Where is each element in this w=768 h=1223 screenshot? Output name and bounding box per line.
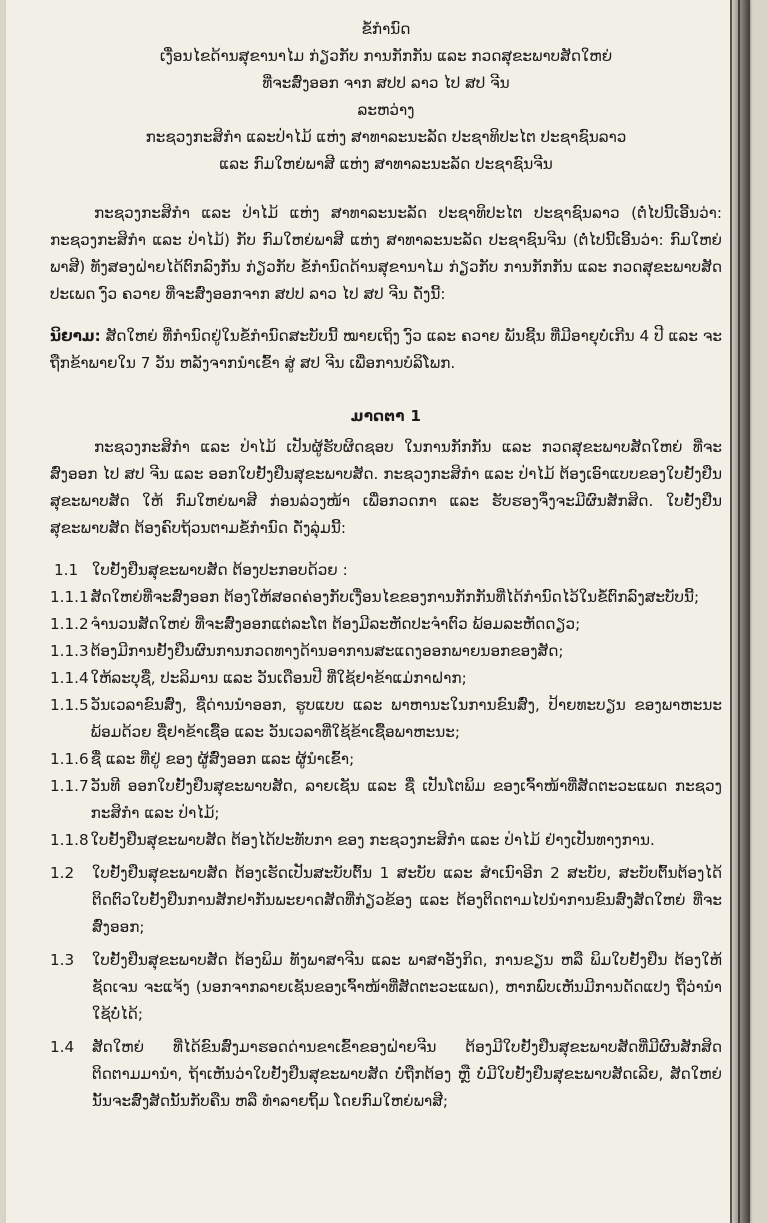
article-item: [50, 947, 722, 1028]
title-line: ແລະ ກົມໃຫຍ່ພາສີ ແຫ່ງ ສາທາລະນະລັດ ປະຊາຊົນຈີນ: [219, 155, 553, 173]
document-title-block: [50, 16, 722, 178]
item-number: 1.4: [50, 1038, 75, 1057]
item-number: 1.1: [54, 561, 79, 580]
item-text: ໃບຢັ້ງຢືນສຸຂະພາບສັດ ຕ້ອງພິມ ທັງພາສາຈີນ ແລະ ພາສາອັງກິດ, ການຂຽນ ຫລື ພິມໃບຢັ້ງຢືນ ຕ້ອງໃຫ້ຊັດເຈນ ຈະແຈ້ງ (ນອກຈາກລາຍເຊັນຂອງເຈົ້າໜ້າທີ່ສັດຕະວະແພດ), ຫາກພົບເຫັນມີການດັດແປງ ຖືວ່ານຳໃຊ້ບໍ່ໄດ້;: [92, 951, 722, 1024]
definition-text: ສັດໃຫຍ່ ທີ່ກຳນົດຢູ່ໃນຂໍ້ກຳນົດສະບັບນີ້ ໝາຍເຖິງ ງົວ ແລະ ຄວາຍ ພັນຊີ້ນ ທີ່ມີອາຍຸບໍ່ເກີນ 4 ປີ ແລະ ຈະຖືກຂ້າພາຍໃນ 7 ວັນ ຫລັງຈາກນຳເຂົ້າ ສູ່ ສປ ຈີນ ເພື່ອການບໍລິໂພກ.: [50, 327, 722, 373]
sub-item-text: ວັນທີ ອອກໃບຢັ້ງຢືນສຸຂະພາບສັດ, ລາຍເຊັນ ແລະ ຊື່ ເປັນໂຕພິມ ຂອງເຈົ້າໜ້າທີ່ສັດຕະວະແພດ ກະຊວງກະສິກຳ ແລະ ປ່າໄມ້;: [90, 777, 722, 823]
article-heading: ມາດຕາ 1: [350, 407, 422, 426]
sub-item-text: ຊື່ ແລະ ທີ່ຢູ່ ຂອງ ຜູ້ສົ່ງອອກ ແລະ ຜູ້ນຳເຂົ້າ;: [90, 750, 355, 769]
sub-item: [50, 827, 722, 854]
article-item-list: [50, 860, 722, 1115]
sub-item-text: ຈຳນວນສັດໃຫຍ່ ທີ່ຈະສົ່ງອອກແຕ່ລະໂຕ ຕ້ອງມີລະຫັດປະຈຳຕົວ ພ້ອມລະຫັດດຽວ;: [90, 615, 581, 634]
title-line: ທີ່ຈະສົ່ງອອກ ຈາກ ສປປ ລາວ ໄປ ສປ ຈີນ: [262, 74, 510, 92]
sub-item-number: 1.1.7: [50, 777, 89, 796]
document-page: [6, 0, 750, 1223]
intro-paragraph: ກະຊວງກະສິກຳ ແລະ ປ່າໄມ້ ແຫ່ງ ສາທາລະນະລັດ ປະຊາທິປະໄຕ ປະຊາຊົນລາວ (ຕໍ່ໄປນີ້ເອີ້ນວ່າ: ກະຊວງກະສິກຳ ແລະ ປ່າໄມ້) ກັບ ກົມໃຫຍ່ພາສີ ແຫ່ງ ສາທາລະນະລັດ ປະຊາຊົນຈີນ (ຕໍ່ໄປນີ້ເອີ້ນວ່າ: ກົມໃຫຍ່ພາສີ) ທັງສອງຝ່າຍໄດ້ຕົກລົງກັນ ກ່ຽວກັບ ຂໍ້ກຳນົດດ້ານສຸຂານາໄມ ກ່ຽວກັບ ການກັກກັນ ແລະ ກວດສຸຂະພາບສັດ ປະເພດ ງົວ ຄວາຍ ທີ່ຈະສົ່ງອອກຈາກ ສປປ ລາວ ໄປ ສປ ຈີນ ດັ່ງນີ້:: [50, 204, 722, 303]
sub-item: [50, 665, 722, 692]
sub-item-text: ໃຫ້ລະບຸຊື່, ປະລິມານ ແລະ ວັນເດືອນປີ ທີ່ໃຊ້ຢາຂ້າແມ່ກາຝາກ;: [90, 669, 467, 688]
item-text: ໃບຢັ້ງຢືນສຸຂະພາບສັດ ຕ້ອງເຮັດເປັນສະບັບຕົ້ນ 1 ສະບັບ ແລະ ສຳເນົາອີກ 2 ສະບັບ, ສະບັບຕົ້ນຕ້ອງໄດ້ຕິດຕົວໃບຢັ້ງຢືນການສັກຢາກັນພະຍາດສັດທີ່ກ່ຽວຂ້ອງ ແລະ ຕ້ອງຕິດຕາມໄປນຳການຂົນສົ່ງສັດໃຫຍ່ ທີ່ຈະສົ່ງອອກ;: [92, 864, 722, 937]
sub-item-number: 1.1.2: [50, 615, 89, 634]
sub-item: [50, 773, 722, 827]
sub-item-number: 1.1.5: [50, 696, 89, 715]
article-intro-paragraph: ກະຊວງກະສິກຳ ແລະ ປ່າໄມ້ ເປັນຜູ້ຮັບຜິດຊອບ ໃນການກັກກັນ ແລະ ກວດສຸຂະພາບສັດໃຫຍ່ ທີ່ຈະສົ່ງອອກ ໄປ ສປ ຈີນ ແລະ ອອກໃບຢັ້ງຢືນສຸຂະພາບສັດ. ກະຊວງກະສິກຳ ແລະ ປ່າໄມ້ ຕ້ອງເອົາແບບຂອງໃບຢັ້ງຢືນສຸຂະພາບສັດ ໃຫ້ ກົມໃຫຍ່ພາສີ ກ່ອນລ່ວງໜ້າ ເພື່ອກວດກາ ແລະ ຮັບຮອງຈຶ່ງຈະມີຜົນສັກສິດ. ໃບຢັ້ງຢືນສຸຂະພາບສັດ ຕ້ອງຄົບຖ້ວນຕາມຂໍ້ກຳນົດ ດັ່ງລຸ່ມນີ້:: [50, 438, 722, 538]
definition-label: ນິຍາມ:: [50, 327, 101, 346]
item-number: 1.2: [50, 864, 75, 883]
document-content: [50, 16, 722, 1115]
title-line: ຂໍ້ກຳນົດ: [361, 20, 411, 38]
title-line: ເງື່ອນໄຂດ້ານສຸຂານາໄມ ກ່ຽວກັບ ການກັກກັນ ແລະ ກວດສຸຂະພາບສັດໃຫຍ່: [159, 47, 613, 65]
sub-item-number: 1.1.1: [50, 588, 89, 607]
article-item: [50, 1034, 722, 1115]
page-binding-edge: [730, 0, 740, 1223]
sub-item-text: ຕ້ອງມີການຢັ້ງຢືນຜົນການກວດທາງດ້ານອາການສະແດງອອກພາຍນອກຂອງສັດ;: [90, 642, 564, 661]
sub-item-text: ສັດໃຫຍ່ທີ່ຈະສົ່ງອອກ ຕ້ອງໃຫ້ສອດຄ່ອງກັບເງື່ອນໄຂຂອງການກັກກັນທີ່ໄດ້ກຳນົດໄວ້ໃນຂໍ້ຕົກລົງສະບັບນີ້;: [90, 588, 700, 607]
sub-item-number: 1.1.8: [50, 831, 89, 850]
sub-item-number: 1.1.6: [50, 750, 89, 769]
article-item-1-1: [54, 557, 722, 584]
definition-paragraph: [50, 323, 722, 377]
sub-item-number: 1.1.3: [50, 642, 89, 661]
article-item: [50, 860, 722, 941]
sub-item: [50, 611, 722, 638]
sub-item: [50, 584, 722, 611]
item-text: ສັດໃຫຍ່ ທີ່ໄດ້ຂົນສົ່ງມາຮອດດ່ານຂາເຂົ້າຂອງຝ່າຍຈີນ ຕ້ອງມີໃບຢັ້ງຢືນສຸຂະພາບສັດທີ່ມີຜົນສັກສິດຕິດຕາມມານຳ, ຖ້າເຫັນວ່າໃບຢັ້ງຢືນສຸຂະພາບສັດ ບໍ່ຖືກຕ້ອງ ຫຼື ບໍ່ມີໃບຢັ້ງຢືນສຸຂະພາບສັດເລີຍ, ສັດໃຫຍ່ນັ້ນຈະສົ່ງສັດນັ້ນກັບຄືນ ຫລື ທຳລາຍຖິ້ມ ໂດຍກົມໃຫຍ່ພາສີ;: [92, 1038, 722, 1111]
sub-item-text: ໃບຢັ້ງຢືນສຸຂະພາບສັດ ຕ້ອງໄດ້ປະທັບກາ ຂອງ ກະຊວງກະສິກຳ ແລະ ປ່າໄມ້ ຢ່າງເປັນທາງການ.: [90, 831, 655, 850]
item-number: 1.3: [50, 951, 75, 970]
sub-item-text: ວັນເວລາຂົນສົ່ງ, ຊື່ດ່ານນຳອອກ, ຮູບແບບ ແລະ ພາຫານະໃນການຂົນສົ່ງ, ປ້າຍທະບຽນ ຂອງພາຫະນະ ພ້ອມດ້ວຍ ຊື່ຢາຂ້າເຊື້ອ ແລະ ວັນເວລາທີ່ໃຊ້ຂ້າເຊື້ອພາຫະນະ;: [90, 696, 722, 742]
sub-item: [50, 638, 722, 665]
title-line: ລະຫວ່າງ: [357, 101, 415, 119]
sub-item: [50, 746, 722, 773]
title-line: ກະຊວງກະສິກຳ ແລະປ່າໄມ້ ແຫ່ງ ສາທາລະນະລັດ ປະຊາທິປະໄຕ ປະຊາຊົນລາວ: [145, 128, 627, 146]
sub-item: [50, 692, 722, 746]
item-text: ໃບຢັ້ງຢືນສຸຂະພາບສັດ ຕ້ອງປະກອບດ້ວຍ :: [92, 561, 348, 580]
sub-item-list: [50, 584, 722, 854]
sub-item-number: 1.1.4: [50, 669, 89, 688]
